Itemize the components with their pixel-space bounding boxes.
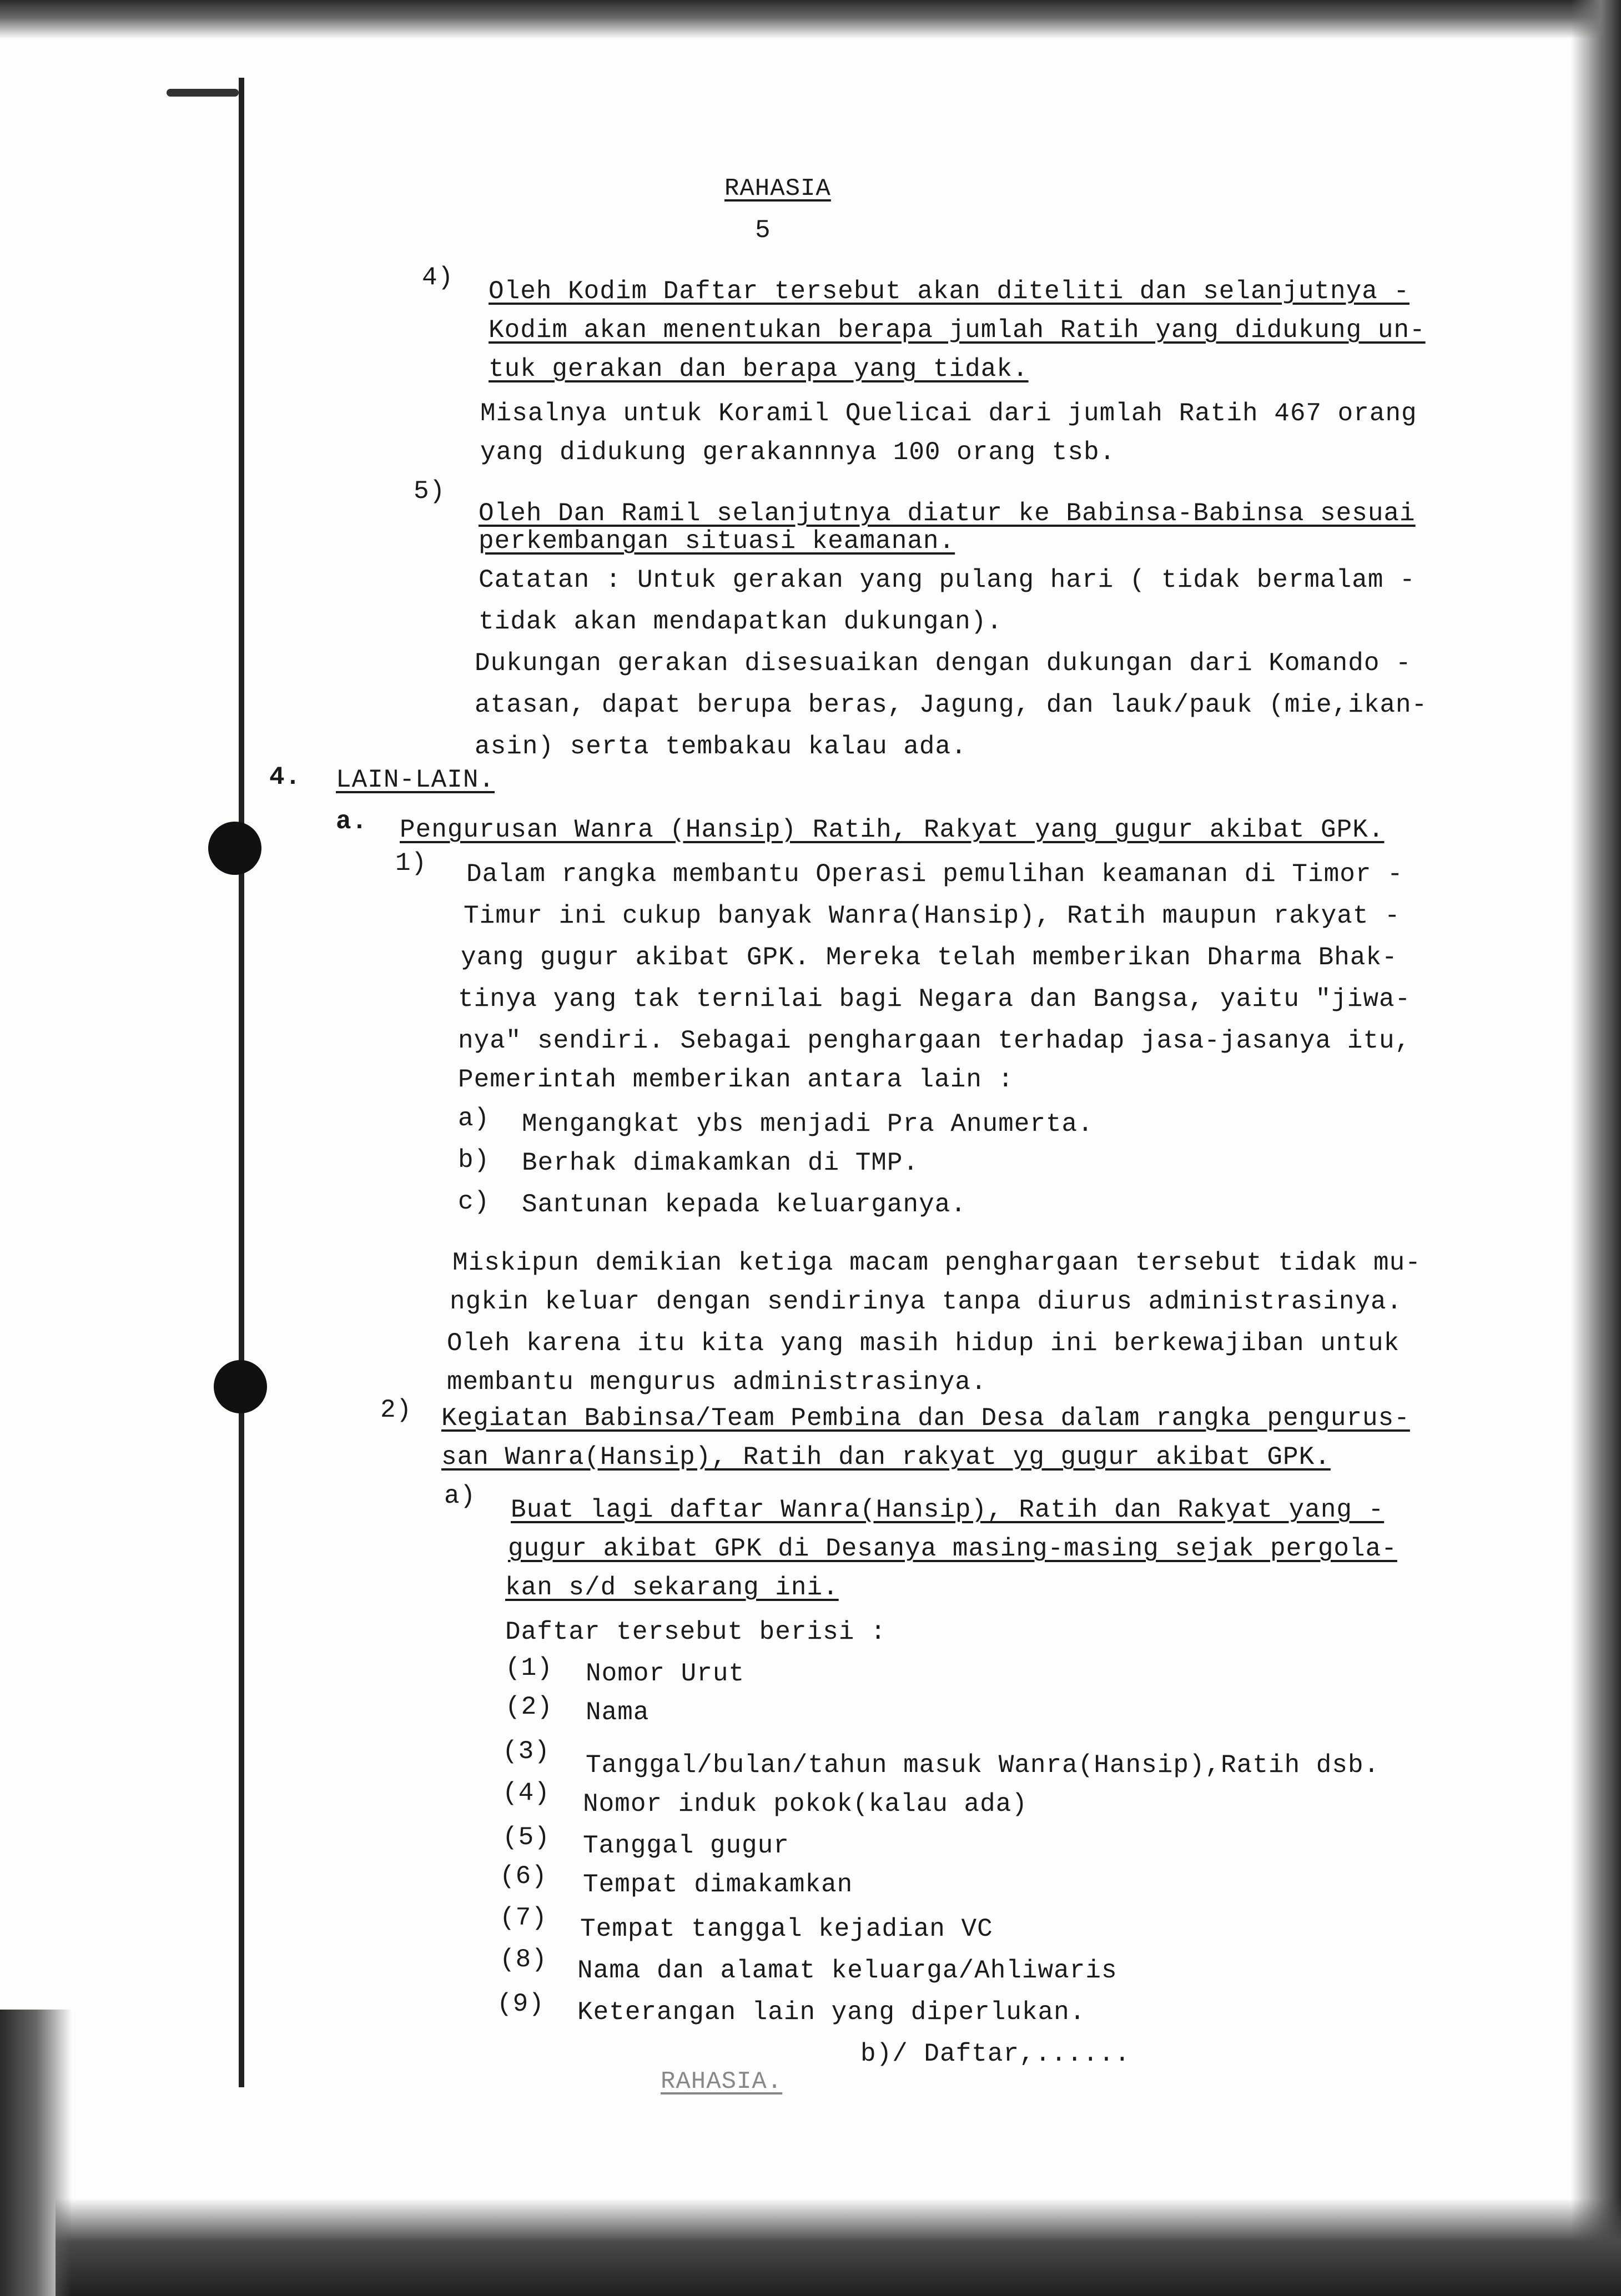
scan-shadow-top (0, 0, 1621, 39)
punch-hole (214, 1360, 267, 1413)
classification-header: RAHASIA (724, 175, 831, 203)
item-body-line: asin) serta tembakau kalau ada. (475, 732, 967, 761)
list-item-text: Nomor Urut (586, 1659, 745, 1688)
section-title: LAIN-LAIN. (336, 766, 495, 794)
list-item-text: Mengangkat ybs menjadi Pra Anumerta. (522, 1110, 1094, 1139)
scan-shadow-left (0, 2010, 72, 2296)
list-item-text: Tanggal gugur (583, 1831, 789, 1860)
list-item-text: Nama (586, 1698, 650, 1727)
item-heading-line: Kegiatan Babinsa/Team Pembina dan Desa dalam rangka pengurus- (441, 1404, 1410, 1433)
paragraph-line: ngkin keluar dengan sendirinya tanpa diurus administrasinya. (450, 1287, 1403, 1316)
binder-clip (167, 89, 239, 97)
list-letter: b) (458, 1146, 490, 1175)
item-number: 1) (395, 849, 427, 878)
item-heading-line: Oleh Kodim Daftar tersebut akan diteliti dan selanjutnya - (489, 277, 1410, 306)
paragraph-line: Miskipun demikian ketiga macam penghargaan tersebut tidak mu- (452, 1248, 1421, 1277)
list-number: (8) (500, 1945, 547, 1974)
list-item-text: Tanggal/bulan/tahun masuk Wanra(Hansip),Ratih dsb. (586, 1751, 1380, 1780)
list-letter: a) (444, 1482, 476, 1510)
list-number: (2) (505, 1693, 553, 1721)
item-body-line: yang didukung gerakannnya 100 orang tsb. (480, 438, 1116, 467)
paragraph-line: Oleh karena itu kita yang masih hidup ini berkewajiban untuk (447, 1329, 1400, 1358)
item-body-line: Misalnya untuk Koramil Quelicai dari jumlah Ratih 467 orang (480, 399, 1417, 428)
paragraph-line: tinya yang tak ternilai bagi Negara dan Bangsa, yaitu "jiwa- (458, 985, 1411, 1014)
paragraph-line: nya" sendiri. Sebagai penghargaan terhadap jasa-jasanya itu, (458, 1026, 1411, 1055)
item-heading-line: san Wanra(Hansip), Ratih dan rakyat yg gugur akibat GPK. (441, 1443, 1331, 1472)
punch-hole (208, 822, 261, 875)
list-number: (7) (500, 1904, 547, 1932)
list-number: (6) (500, 1862, 547, 1891)
list-number: (1) (505, 1654, 553, 1683)
item-heading-line: Buat lagi daftar Wanra(Hansip), Ratih dan Rakyat yang - (511, 1496, 1385, 1524)
list-item-text: Santunan kepada keluarganya. (522, 1190, 966, 1219)
item-heading-line: gugur akibat GPK di Desanya masing-masing sejak pergola- (508, 1534, 1397, 1563)
item-number: 2) (380, 1396, 412, 1424)
subsection-title: Pengurusan Wanra (Hansip) Ratih, Rakyat yang gugur akibat GPK. (400, 815, 1385, 844)
paragraph-line: Pemerintah memberikan antara lain : (458, 1065, 1014, 1094)
list-number: (3) (502, 1737, 550, 1766)
paragraph-line: Timur ini cukup banyak Wanra(Hansip), Ratih maupun rakyat - (464, 902, 1401, 930)
item-number: 4) (422, 263, 454, 292)
list-item-text: Nama dan alamat keluarga/Ahliwaris (577, 1956, 1117, 1985)
list-letter: a) (458, 1104, 490, 1133)
continuation-note: b)/ Daftar,...... (860, 2040, 1131, 2068)
item-number: 5) (414, 477, 446, 506)
list-intro: Daftar tersebut berisi : (505, 1618, 887, 1647)
scan-shadow-right (1571, 0, 1621, 2296)
list-item-text: Tempat dimakamkan (583, 1870, 853, 1899)
item-body-line: tidak akan mendapatkan dukungan). (479, 607, 1003, 636)
paragraph-line: yang gugur akibat GPK. Mereka telah memberikan Dharma Bhak- (461, 943, 1398, 972)
item-heading-line: Oleh Dan Ramil selanjutnya diatur ke Babinsa-Babinsa sesuai (479, 499, 1416, 528)
page-number: 5 (755, 216, 771, 245)
list-letter: c) (458, 1187, 490, 1216)
item-body-line: Catatan : Untuk gerakan yang pulang hari ( tidak bermalam - (479, 566, 1416, 595)
item-heading-line: perkembangan situasi keamanan. (479, 527, 955, 556)
binder-line (239, 78, 244, 2087)
list-number: (9) (497, 1990, 545, 2018)
list-item-text: Tempat tanggal kejadian VC (580, 1915, 993, 1943)
item-heading-line: Kodim akan menentukan berapa jumlah Ratih yang didukung un- (489, 316, 1426, 345)
item-heading-line: tuk gerakan dan berapa yang tidak. (489, 355, 1029, 384)
scan-shadow-bottom (56, 2198, 1621, 2296)
list-number: (4) (502, 1779, 550, 1807)
paragraph-line: membantu mengurus administrasinya. (447, 1368, 987, 1397)
list-item-text: Keterangan lain yang diperlukan. (577, 1998, 1086, 2027)
list-item-text: Nomor induk pokok(kalau ada) (583, 1790, 1028, 1819)
list-number: (5) (502, 1823, 550, 1852)
paragraph-line: Dalam rangka membantu Operasi pemulihan keamanan di Timor - (466, 860, 1403, 889)
section-number: 4. (269, 763, 301, 792)
item-heading-line: kan s/d sekarang ini. (505, 1573, 839, 1602)
classification-footer: RAHASIA. (661, 2068, 783, 2096)
item-body-line: Dukungan gerakan disesuaikan dengan dukungan dari Komando - (475, 649, 1412, 678)
list-item-text: Berhak dimakamkan di TMP. (522, 1149, 919, 1177)
item-body-line: atasan, dapat berupa beras, Jagung, dan lauk/pauk (mie,ikan- (475, 691, 1428, 719)
subsection-letter: a. (336, 807, 368, 836)
